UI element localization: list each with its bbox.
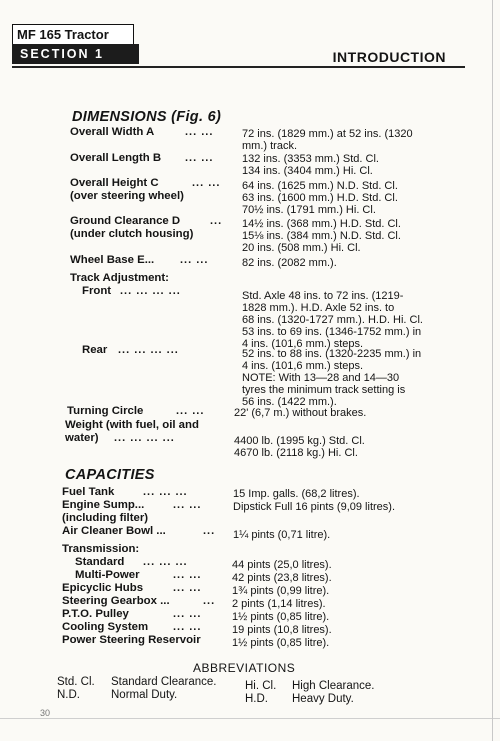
abbreviation-code: N.D. <box>57 689 80 701</box>
spec-label: Weight (with fuel, oil and <box>65 419 199 431</box>
leader-dots: ... ... <box>192 177 221 189</box>
capacity-label: Transmission: <box>62 543 140 555</box>
leader-dots: ... ... <box>173 499 202 511</box>
capacity-label: Fuel Tank <box>62 486 115 498</box>
binding-edge <box>492 0 493 741</box>
spec-value: 132 ins. (3353 mm.) Std. Cl. 134 ins. (3404 mm.) Hi. Cl. <box>242 153 379 177</box>
header-divider <box>12 66 465 68</box>
spec-label: Overall Width A <box>70 126 155 138</box>
leader-dots: ... ... <box>173 582 202 594</box>
leader-dots: ... ... ... <box>143 556 188 568</box>
leader-dots: ... ... <box>185 126 214 138</box>
capacity-label-sub: (including filter) <box>62 512 149 524</box>
abbreviation-code: Std. Cl. <box>57 676 95 688</box>
capacity-value: 1½ pints (0,85 litre). <box>232 637 330 649</box>
leader-dots: ... ... ... <box>143 486 188 498</box>
leader-dots: ... ... <box>173 621 202 633</box>
abbreviation-meaning: Standard Clearance. <box>111 676 217 688</box>
spec-value: 64 ins. (1625 mm.) N.D. Std. Cl. 63 ins. (1600 mm.) H.D. Std. Cl. 70½ ins. (1791 mm.) Hi. Cl. <box>242 180 398 216</box>
spec-value: 22' (6,7 m.) without brakes. <box>234 407 367 419</box>
page-bottom-edge <box>0 718 500 719</box>
capacity-label: Steering Gearbox ... <box>62 595 170 607</box>
abbreviation-code: Hi. Cl. <box>245 680 277 692</box>
model-title: MF 165 Tractor <box>12 24 134 44</box>
capacity-value: 1¼ pints (0,71 litre). <box>233 529 331 541</box>
leader-dots: ... <box>203 595 216 607</box>
spec-label: Track Adjustment: <box>70 272 169 284</box>
page-number: 30 <box>40 708 51 718</box>
leader-dots: ... ... <box>180 254 209 266</box>
leader-dots: ... <box>210 215 223 227</box>
capacity-label: Multi-Power <box>75 569 140 581</box>
abbreviation-meaning: Normal Duty. <box>111 689 178 701</box>
capacities-title: CAPACITIES <box>65 467 155 483</box>
capacity-value: 15 Imp. galls. (68,2 litres). <box>233 488 360 500</box>
abbreviation-code: H.D. <box>245 693 268 705</box>
abbreviation-meaning: Heavy Duty. <box>292 693 354 705</box>
header-box <box>12 24 139 66</box>
leader-dots: ... ... ... ... <box>118 344 179 356</box>
leader-dots: ... ... ... ... <box>114 432 175 444</box>
capacity-label: Standard <box>75 556 125 568</box>
capacity-label: Air Cleaner Bowl ... <box>62 525 166 537</box>
spec-value: 82 ins. (2082 mm.). <box>242 257 337 269</box>
capacity-label: Epicyclic Hubs <box>62 582 144 594</box>
spec-value: 72 ins. (1829 mm.) at 52 ins. (1320 mm.) track. <box>242 128 413 152</box>
spec-label-sub: (over steering wheel) <box>70 190 184 202</box>
capacity-label: Cooling System <box>62 621 149 633</box>
capacity-label: Engine Sump... <box>62 499 145 511</box>
capacity-value: 19 pints (10,8 litres). <box>232 624 332 636</box>
leader-dots: ... ... ... ... <box>120 285 181 297</box>
capacity-label: P.T.O. Pulley <box>62 608 129 620</box>
spec-label: Rear <box>82 344 108 356</box>
spec-label: Ground Clearance D <box>70 215 181 227</box>
leader-dots: ... ... <box>173 608 202 620</box>
dimensions-title: DIMENSIONS (Fig. 6) <box>72 109 222 125</box>
capacity-label: Power Steering Reservoir <box>62 634 201 646</box>
capacity-value: 2 pints (1,14 litres). <box>232 598 326 610</box>
spec-label: Wheel Base E... <box>70 254 155 266</box>
page-heading: INTRODUCTION <box>332 49 446 65</box>
leader-dots: ... ... <box>185 152 214 164</box>
leader-dots: ... ... <box>173 569 202 581</box>
capacity-value: Dipstick Full 16 pints (9,09 litres). <box>233 501 395 513</box>
capacity-value: 1½ pints (0,85 litre). <box>232 611 330 623</box>
capacity-value: 1¾ pints (0,99 litre). <box>232 585 330 597</box>
leader-dots: ... <box>203 525 216 537</box>
spec-value: 52 ins. to 88 ins. (1320-2235 mm.) in 4 ins. (101,6 mm.) steps. NOTE: With 13—28 and 14—30 tyres the minimum track setting is 56 ins. (1422 mm.). <box>242 348 422 408</box>
spec-label: Turning Circle <box>67 405 144 417</box>
spec-value: Std. Axle 48 ins. to 72 ins. (1219- 1828 mm.). H.D. Axle 52 ins. to 68 ins. (1320-1727 mm.). H.D. Hi. Cl. 53 ins. to 69 ins. (1346-1752 mm.) in 4 ins. (101,6 mm.) steps. <box>242 290 423 350</box>
spec-label-sub: (under clutch housing) <box>70 228 194 240</box>
spec-label: Overall Height C <box>70 177 159 189</box>
spec-value: 4400 lb. (1995 kg.) Std. Cl. 4670 lb. (2118 kg.) Hi. Cl. <box>234 435 365 459</box>
spec-label: Overall Length B <box>70 152 162 164</box>
spec-label: Front <box>82 285 112 297</box>
abbreviation-meaning: High Clearance. <box>292 680 375 692</box>
spec-label-sub: water) <box>65 432 99 444</box>
capacity-value: 44 pints (25,0 litres). <box>232 559 332 571</box>
section-label: SECTION 1 <box>12 44 139 64</box>
abbreviations-title: ABBREVIATIONS <box>193 661 296 675</box>
spec-value: 14½ ins. (368 mm.) H.D. Std. Cl. 15⅛ ins. (384 mm.) N.D. Std. Cl. 20 ins. (508 mm.) Hi. Cl. <box>242 218 401 254</box>
capacity-value: 42 pints (23,8 litres). <box>232 572 332 584</box>
leader-dots: ... ... <box>176 405 205 417</box>
